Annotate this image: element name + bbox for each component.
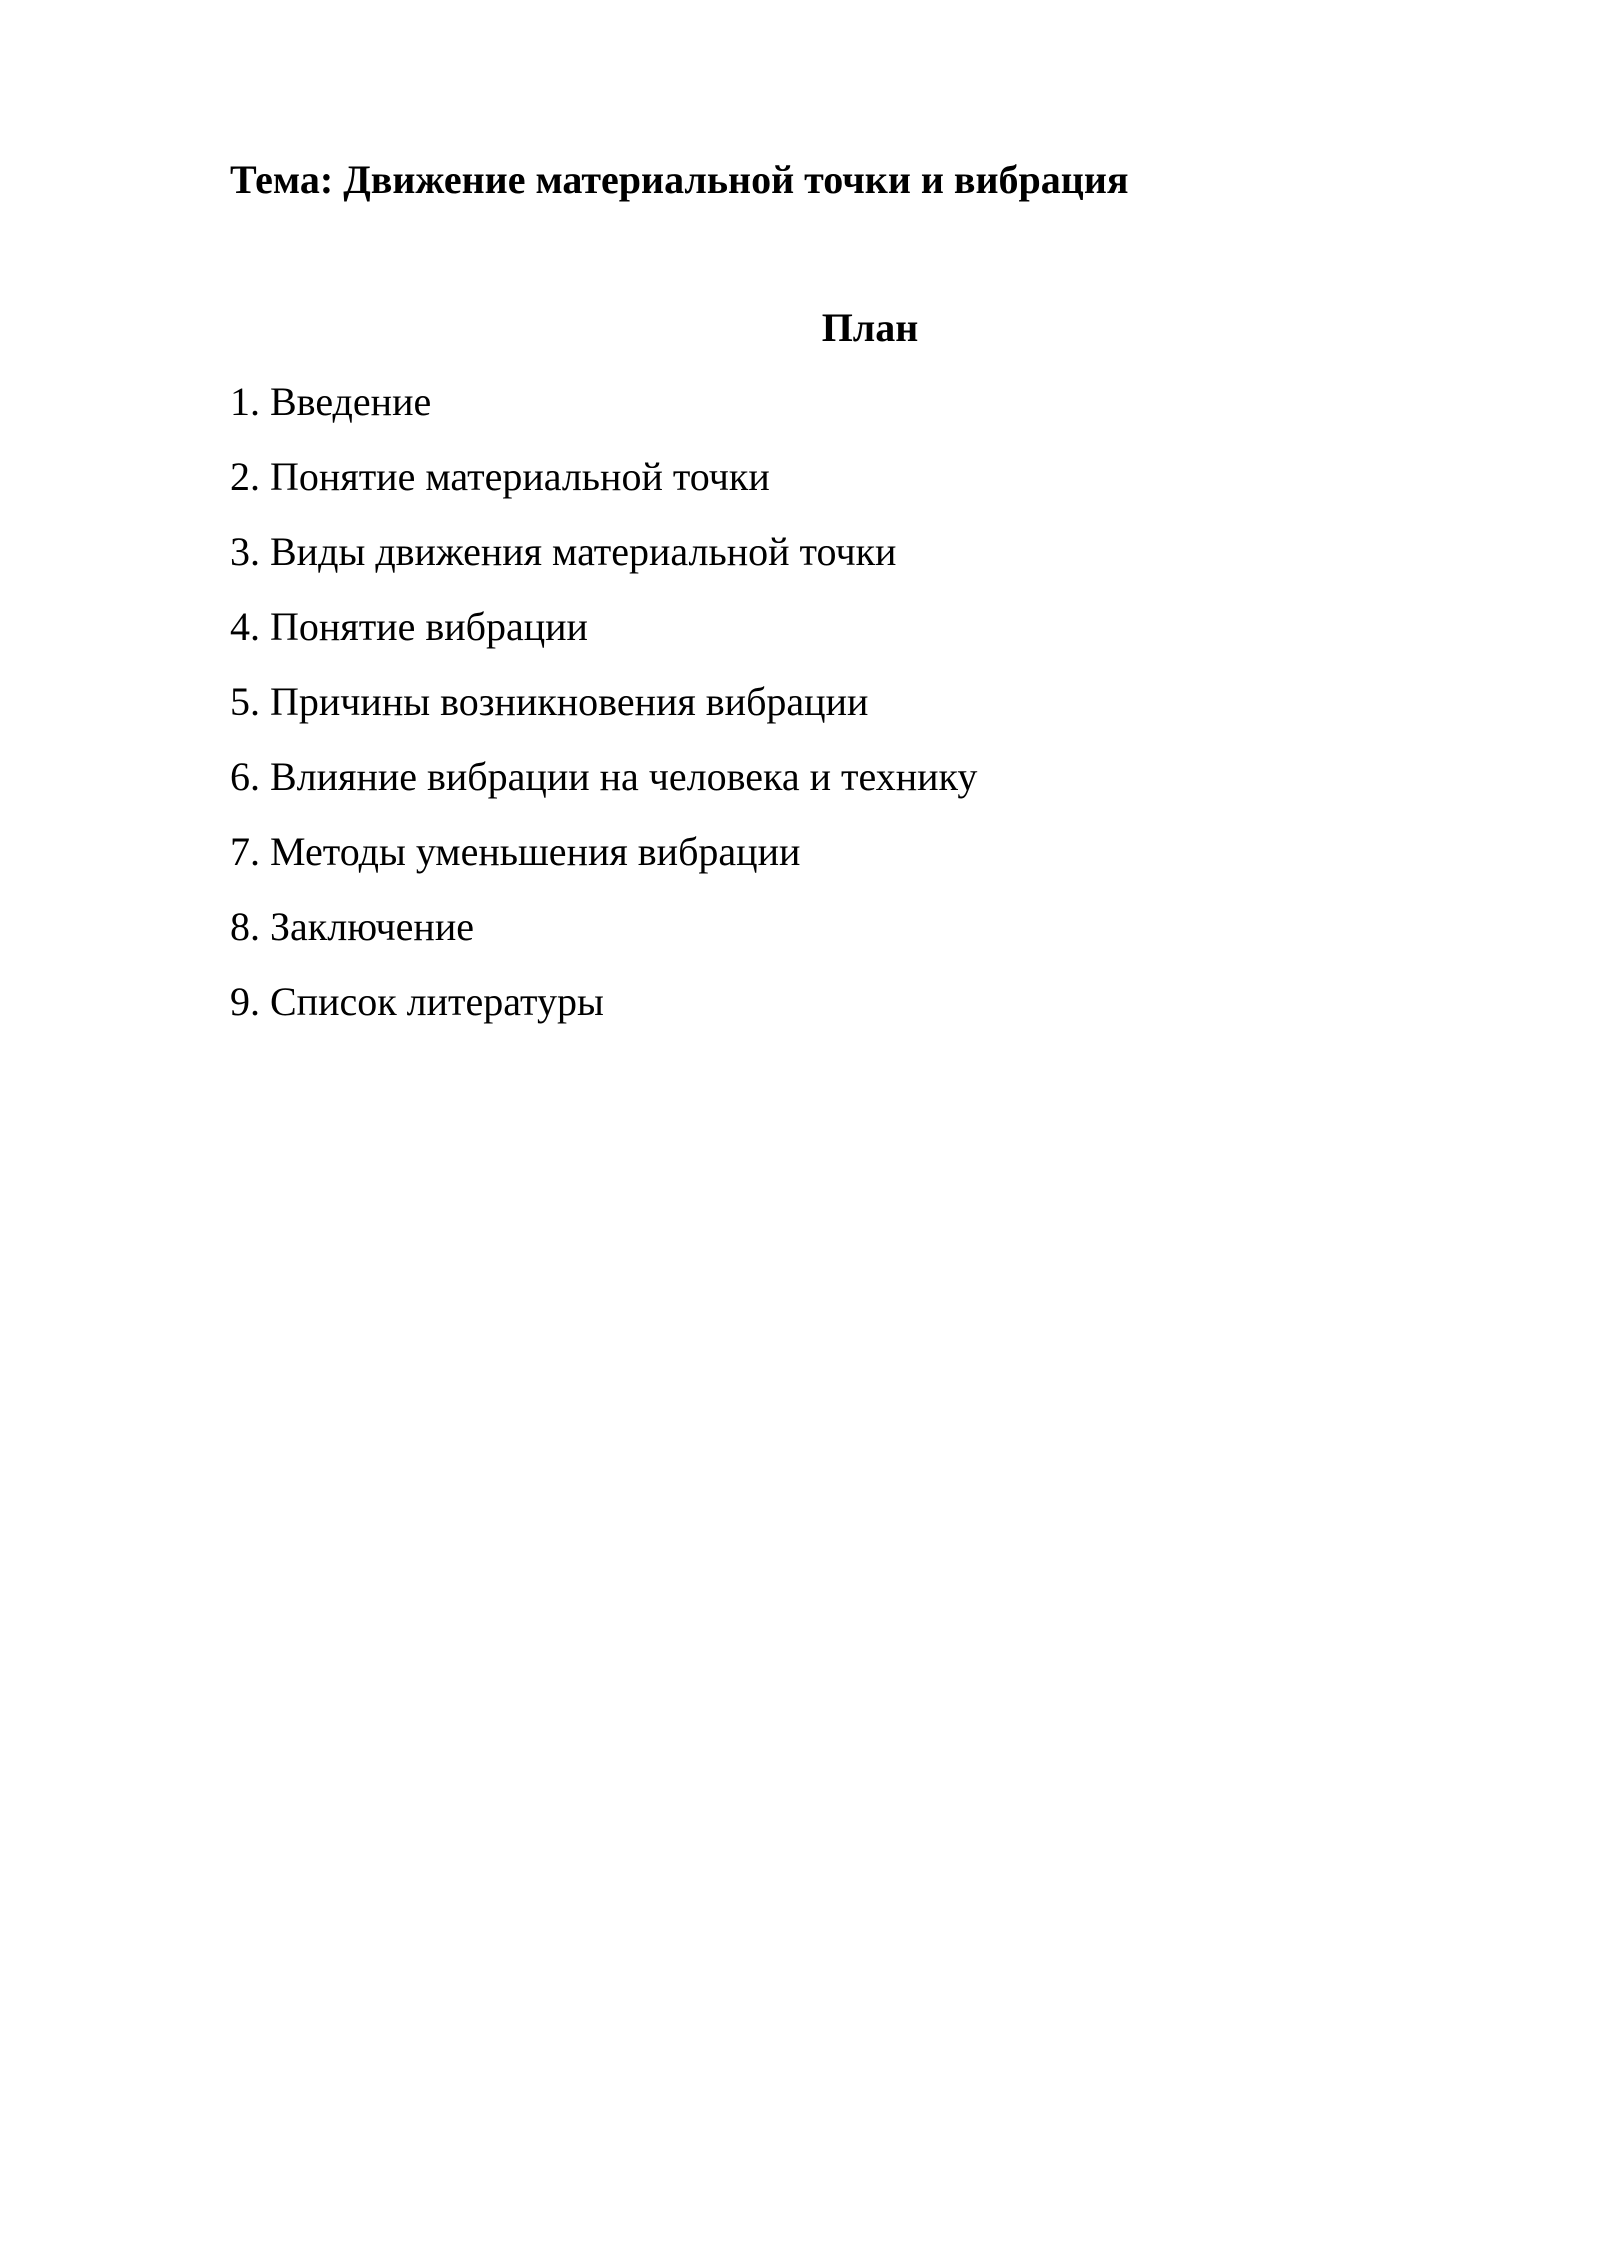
plan-item-material-point-concept: 2. Понятие материальной точки <box>230 454 770 499</box>
plan-item-conclusion: 8. Заключение <box>230 904 474 949</box>
plan-title: План <box>821 305 919 350</box>
plan-item-vibration-causes: 5. Причины возникновения вибрации <box>230 679 869 724</box>
plan-item-vibration-concept: 4. Понятие вибрации <box>230 604 588 649</box>
plan-item-vibration-reduction: 7. Методы уменьшения вибрации <box>230 829 801 874</box>
plan-item-vibration-effects: 6. Влияние вибрации на человека и технику <box>230 754 978 799</box>
plan-item-introduction: 1. Введение <box>230 379 432 424</box>
plan-item-motion-types: 3. Виды движения материальной точки <box>230 529 897 574</box>
plan-list <box>230 372 977 1047</box>
topic-heading: Тема: Движение материальной точки и вибрация <box>230 157 1129 202</box>
plan-item-bibliography: 9. Список литературы <box>230 979 604 1024</box>
